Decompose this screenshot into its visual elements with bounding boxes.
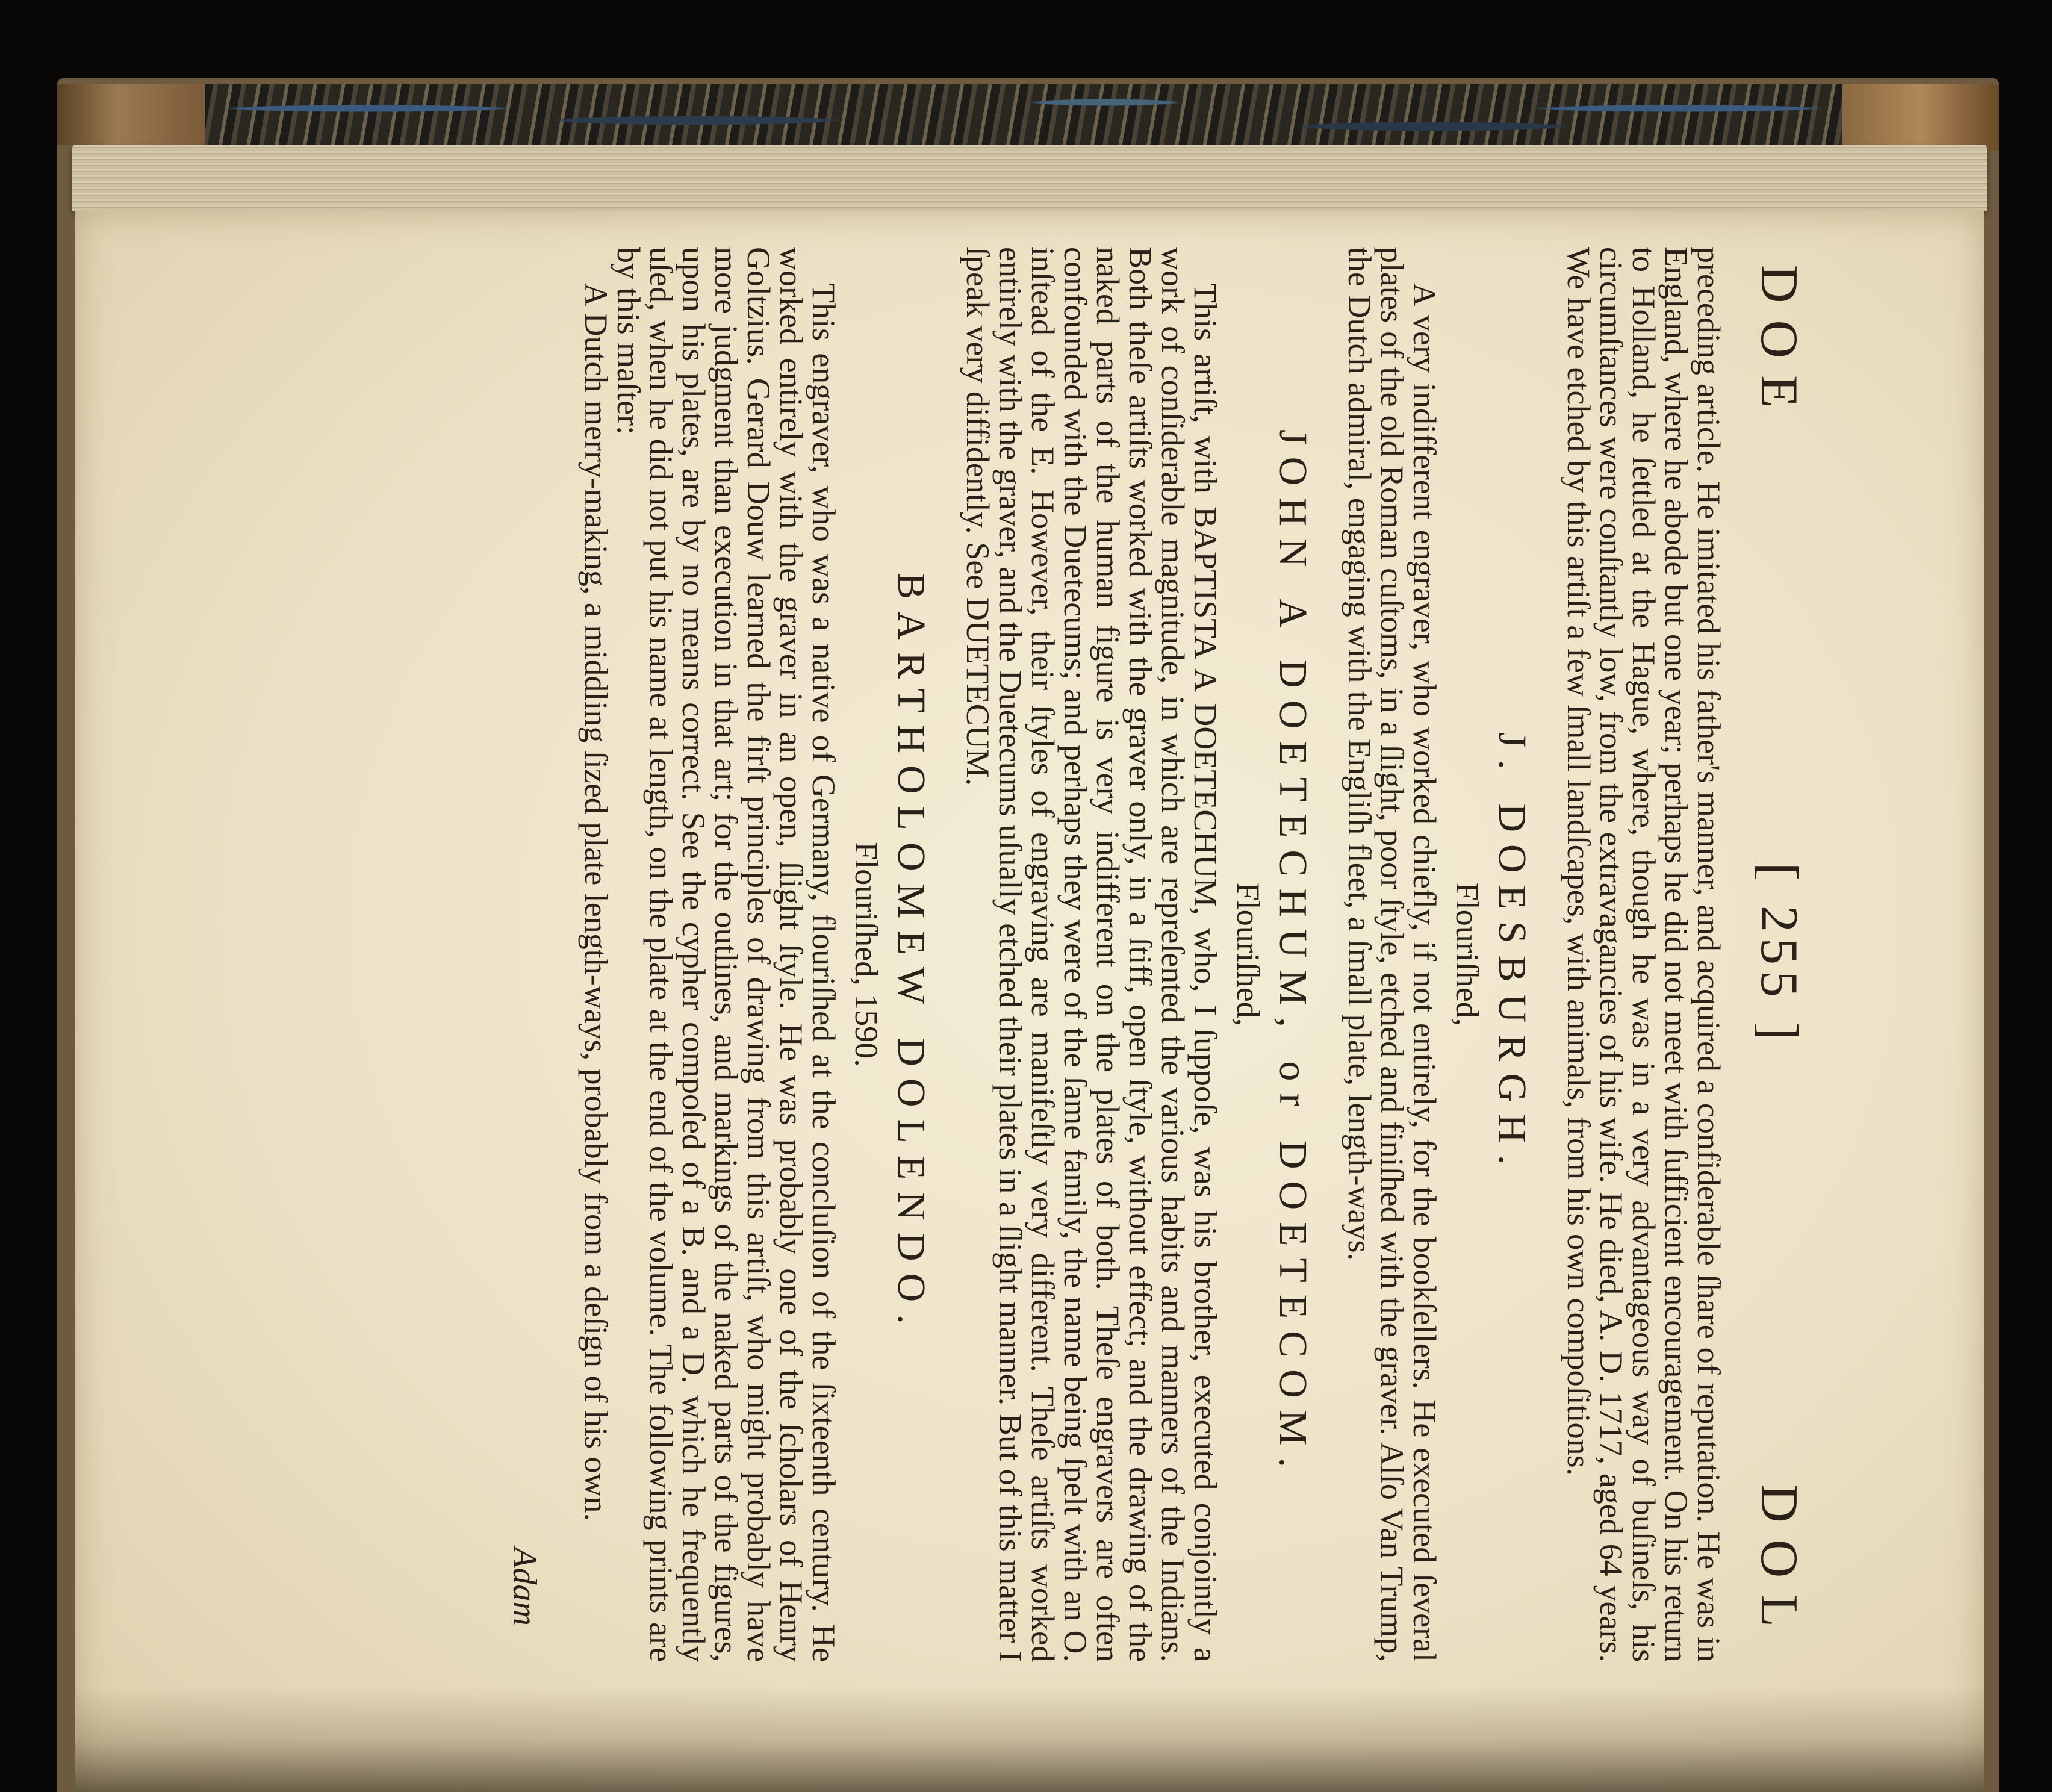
entry-flourished: Flouriſhed, (1230, 882, 1266, 1027)
book-spine-leather-left (57, 84, 208, 145)
page-edges (72, 145, 1987, 211)
entry-paragraph: preceding article. He imitated his father's manner, and acquired a confiderable ſhare of reputation. He was in England, where he abode but one year; perhaps he did not meet with ſufficient encouragement. On his return to Holland, he ſettled at the Hague, where, though he was in a very advantageous way of buſineſs, his circumſtances were conſtantly low, from the extravagancies of his wife. He died, A. D. 1717, aged 64 years. We have etched by this artiſt a few ſmall landſcapes, with animals, from his own compoſitions. (1561, 247, 1727, 1662)
book-spine-leather-right (1842, 84, 1999, 151)
page-number: [ 255 ] (1750, 862, 1808, 1047)
catchword: Adam (506, 1547, 543, 1626)
entry-heading: BARTHOLOMEW DOLENDO. (889, 573, 933, 1336)
running-head (1725, 217, 1809, 1692)
entry-paragraph: This engraver, who was a native of Germany, flouriſhed at the concluſion of the ſixteenth century. He worked entirely with the graver in an open, ſlight ſtyle. He was probably one of the ſcholars of Henry Goltzius. Gerard Douw learned the firſt principles of drawing from this artiſt, who might probably have more judgment than execution in that art; for the outlines, and markings of the naked parts of the figures, upon his plates, are by no means correct. See the cypher compoſed of a B. and a D. which he frequently uſed, when he did not put his name at length, on the plate at the end of the volume. The following prints are by this maſter: (611, 247, 842, 1662)
entry-paragraph: A Dutch merry-making, a middling ſized plate length-ways, probably from a deſign of his own. (578, 283, 614, 1522)
entry-heading: J. DOESBURGH. (1490, 732, 1534, 1177)
rotated-text-block (505, 217, 1809, 1692)
running-head-right: DOL (1750, 1484, 1808, 1644)
page-gutter-shadow (75, 1686, 1984, 1792)
entry-flourished: Flouriſhed, 1590. (848, 842, 885, 1067)
entry-paragraph: This artiſt, with BAPTISTA A DOETECHUM, who, I ſuppoſe, was his brother, executed conjointly a work of conſiderable magnitude, in which are repreſented the various habits and manners of the Indians. Both theſe artiſts worked with the graver only, in a ſtiff, open ſtyle, without effect; and the drawing of the naked parts of the human figure is very indifferent on the plates of both. Theſe engravers are often confounded with the Duetecums; and perhaps they were of the ſame family, the name being ſpelt with an O. inſtead of the E. However, their ſtyles of engraving are manifeſtly very different. Theſe artiſts worked entirely with the graver, and the Duetecums uſually etched their plates in a ſlight manner. But of this matter I ſpeak very diffidently. See DUETECUM. (960, 247, 1223, 1662)
entry-paragraph: A very indifferent engraver, who worked chiefly, if not entirely, for the bookſellers. He executed ſeveral plates of the old Roman cuſtoms, in a ſlight, poor ſtyle, etched and finiſhed with the graver. Alſo Van Trump, the Dutch admiral, engaging with the Engliſh fleet, a ſmall plate, length-ways. (1342, 247, 1443, 1662)
entry-flourished: Flouriſhed, (1449, 882, 1485, 1027)
entry-heading: JOHN A DOETECHUM, or DOETECOM. (1271, 429, 1315, 1479)
running-head-left: DOE (1750, 265, 1808, 425)
marbled-endpaper (205, 84, 1842, 146)
